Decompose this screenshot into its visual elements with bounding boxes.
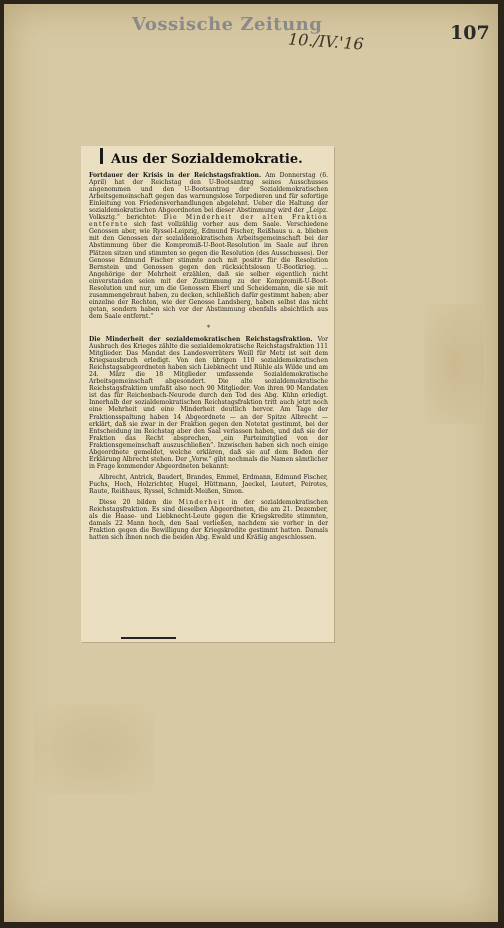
article-paragraph	[89, 172, 328, 320]
handwritten-date: 10./IV.'16	[287, 29, 365, 54]
article-end-rule	[121, 637, 176, 639]
paragraph-text: Diese 20 bilden die	[99, 499, 173, 507]
paper-stain	[34, 704, 154, 794]
article-paragraph	[89, 499, 328, 541]
spaced-emphasis: Minderheit	[178, 499, 226, 507]
page-number: 107	[450, 22, 490, 44]
article-paragraph	[89, 336, 328, 470]
section-lead: Die Minderheit der sozialdemokratischen Reichstagsfraktion.	[89, 335, 313, 343]
article-headline: Aus der Sozialdemokratie.	[111, 152, 303, 167]
paragraph-text: Am Donnerstag (6. April) hat der Reichstag den U-Bootsantrag seines Ausschusses angenommen und den U-Bootsantrag der Sozialdemokratischen Arbeitsgemeinschaft gegen das warnungslose Torpedieren und für sofortige Einleitung von Friedensverhandlungen abgelehnt. Ueber die Haltung der sozialdemokratischen Abgeordneten bei dieser Abstimmung wird der „Leipz. Volksztg.“ berichtet:	[89, 172, 329, 222]
newspaper-clipping	[81, 146, 334, 642]
names-list: Albrecht, Antrick, Baudert, Brandes, Emmel, Erdmann, Edmund Fischer, Fuchs, Hoch, Holzrichter, Hugel, Hüttmann, Jaeckel, Leutert, Peirotes, Raute, Reißhaus, Ryssel, Schmidt-Meißen, Simon.	[89, 473, 328, 495]
section-divider: *	[206, 323, 211, 332]
spaced-emphasis: Die Minderheit der alten Fraktion entfernte	[89, 214, 328, 229]
paragraph-text: Vor Ausbruch des Krieges zählte die sozialdemokratische Reichstagsfraktion 111 Mitglieder. Das Mandat des Landesverräters Weill für Metz ist seit dem Kriegsausbruch erledigt. Von den übrigen 110 sozialdemokratischen Reichstagsabgeordneten haben sich Liebknecht und Rühle als Wilde und am 24. März die 18 Mitglieder umfassende Sozialdemokratische Arbeitsgemeinschaft abgesondert. Die alte sozialdemokratische Reichstagsfraktion umfaßt also noch 90 Mitglieder. Von ihren 90 Mandaten ist das für Reichenbach-Neurode durch den Tod des Abg. Kühn erledigt. Innerhalb der sozialdemokratischen Reichstagsfraktion tritt auch jetzt noch eine Mehrheit und eine Minderheit deutlich hervor. Am Tage der Fraktionsspaltung haben 14 Abgeordnete — an der Spitze Albrecht — erklärt, daß sie zwar in der Fraktion gegen den Notetat gestimmt, bei der Entscheidung im Reichstag aber den Saal verlassen haben, und daß sie der Fraktion das Recht absprechen, „ein Parteimitglied von der Fraktionsgemeinschaft auszuschließen“. Inzwischen haben sich noch einige Abgeordnete gemeldet, welche erklären, daß sie auf dem Boden der Erklärung Albrecht stehen. Der „Vorw.“ gibt nochmals die Namen sämtlicher in Frage kommender Abgeordneten bekannt:	[89, 335, 328, 470]
paragraph-text: in der sozialdemokratischen Reichstagsfraktion. Es sind dieselben Abgeordneten, die am 21. Dezember, als die Haase- und Liebknecht-Leute gegen die Kriegskredite stimmten, damals 22 Mann hoch, den Saal verließen, nachdem sie vorher in der Fraktion gegen die Bewilligung der Kriegskredite gestimmt hatten. Damals hatten sich ihnen noch die beiden Abg. Ewald und Kräßig angeschlossen.	[89, 499, 328, 542]
headline-marker-bar	[100, 148, 103, 164]
paper-stain	[424, 304, 484, 424]
paragraph-text: sich fast vollzählig vorher aus dem Saale. Verschiedene Genossen aber, wie Ryssel-Leipzig, Edmund Fischer, Reißhaus u. a. blieben mit den Genossen der sozialdemokratischen Arbeitsgemeinschaft bei der Abstimmung über die Kompromiß-U-Boot-Resolution im Saale auf ihren Plätzen sitzen und stimmten so gegen die Resolution (des Ausschusses). Der Genosse Edmund Fischer stimmte auch mit positiv für die Resolution Bernstein und Genossen gegen den rücksichtslosen U-Bootkrieg. ... Angehörige der Mehrheit erzählen, daß sie selber eigentlich nicht einverstanden seien mit der Zustimmung zu der Kompromiß-U-Boot-Resolution und nur, um die Genossen Ebert und Scheidemann, die sie mit zusammengebraut haben, zu decken, schließlich dafür gestimmt haben; aber einzelne der Rechten, wie der Genosse Landsberg, haben selbst das nicht getan, sondern haben sich vor der Abstimmung ebenfalls absichtlich aus dem Saale entfernt.“	[89, 221, 328, 320]
section-lead: Fortdauer der Krisis in der Reichstagsfraktion.	[89, 172, 262, 179]
newspaper-masthead: Vossische Zeitung	[132, 14, 323, 35]
